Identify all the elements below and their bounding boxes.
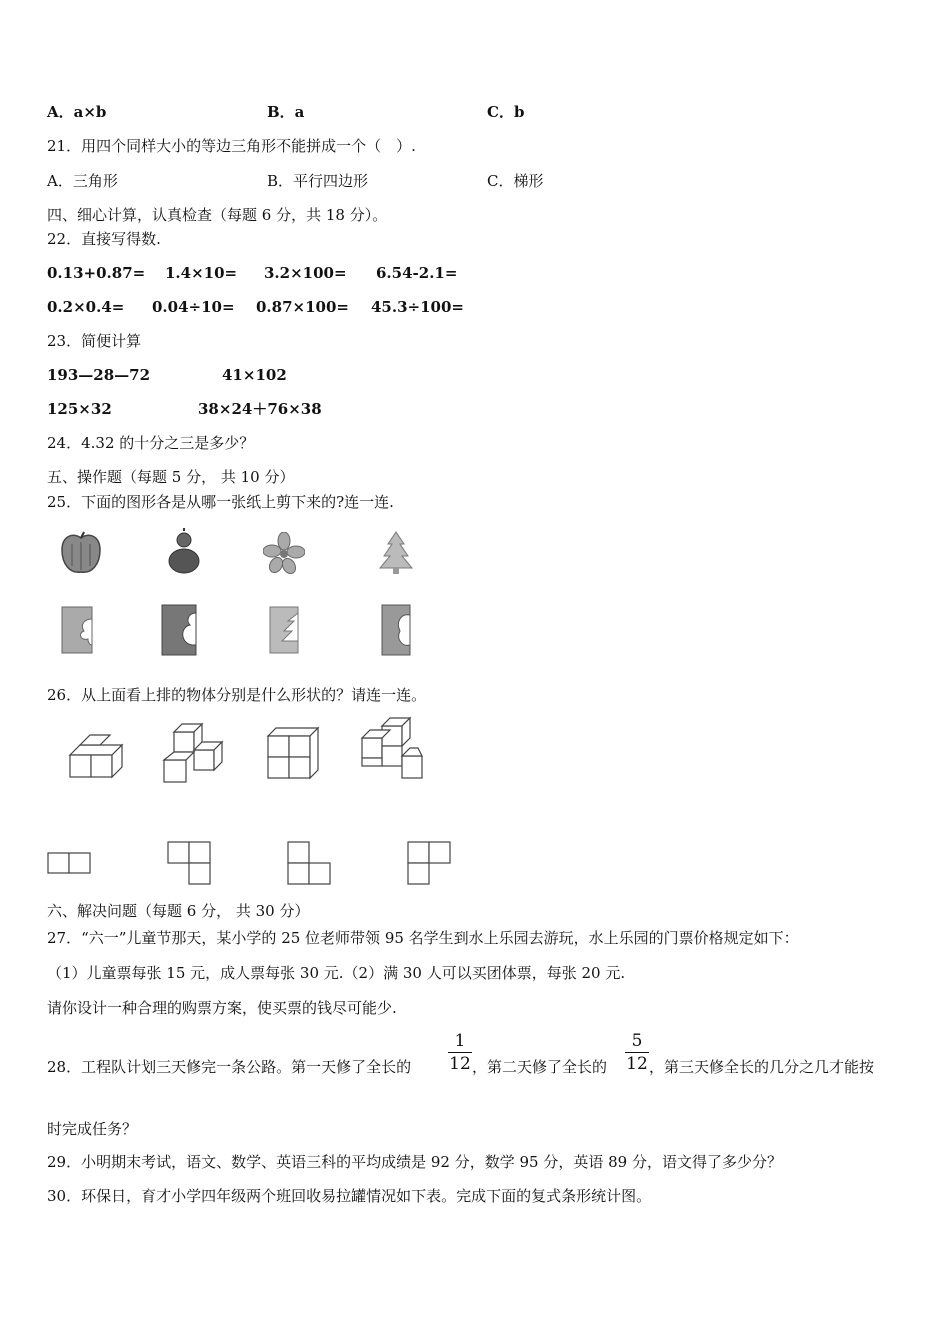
- cube-stack-figure: [66, 733, 126, 781]
- cube-stack-figure: [264, 726, 322, 782]
- q28-part3: ，第三天修全长的几分之几才能按: [649, 1058, 875, 1076]
- fraction-denominator: 12: [449, 1054, 471, 1074]
- q23-item: 41×102: [222, 366, 287, 384]
- q27-rules: （1）儿童票每张 15 元，成人票每张 30 元.（2）满 30 人可以买团体票，每张 20 元.: [47, 964, 626, 982]
- q28-part1: 28．工程队计划三天修完一条公路。第一天修了全长的: [47, 1058, 412, 1076]
- q21-option-c: C．梯形: [487, 172, 544, 190]
- paper-with-flower-hole-figure: [60, 605, 94, 655]
- section-6-heading: 六、解决问题（每题 6 分， 共 30 分）: [47, 902, 310, 920]
- q22-item: 6.54-2.1=: [376, 264, 458, 282]
- top-view-figure: [286, 840, 332, 886]
- q28-part2: ，第二天修了全长的: [472, 1058, 608, 1076]
- cube-stack-figure: [358, 716, 424, 782]
- q22-item: 1.4×10=: [165, 264, 238, 282]
- fraction-denominator: 12: [626, 1054, 648, 1074]
- q22-item: 3.2×100=: [264, 264, 347, 282]
- q20-option-a: A．a×b: [47, 103, 107, 121]
- q28-line2: 时完成任务？: [47, 1120, 138, 1138]
- q22-item: 45.3÷100=: [371, 298, 464, 316]
- q30-stem: 30．环保日，育才小学四年级两个班回收易拉罐情况如下表。完成下面的复式条形统计图。: [47, 1187, 652, 1205]
- cube-stack-figure: [160, 722, 226, 784]
- q23-item: 125×32: [47, 400, 112, 418]
- fraction-five-twelfths: [625, 1032, 649, 1073]
- top-view-figure: [166, 840, 212, 886]
- q26-stem: 26．从上面看上排的物体分别是什么形状的？请连一连。: [47, 686, 427, 704]
- top-view-figure: [406, 840, 452, 886]
- q23-stem: 23．简便计算: [47, 332, 142, 350]
- section-5-heading: 五、操作题（每题 5 分， 共 10 分）: [47, 468, 295, 486]
- q20-option-c: C．b: [487, 103, 525, 121]
- fraction-numerator: 1: [454, 1031, 466, 1051]
- q22-item: 0.13+0.87=: [47, 264, 146, 282]
- q22-item: 0.87×100=: [256, 298, 349, 316]
- q23-item: 193—28—72: [47, 366, 151, 384]
- q22-item: 0.04÷10=: [152, 298, 235, 316]
- q29-stem: 29．小明期末考试，语文、数学、英语三科的平均成绩是 92 分，数学 95 分，英语 89 分，语文得了多少分？: [47, 1153, 782, 1171]
- flower-cutout-figure: [263, 532, 305, 574]
- q22-stem: 22．直接写得数.: [47, 230, 161, 248]
- q20-option-b: B．a: [267, 103, 305, 121]
- q27-ask: 请你设计一种合理的购票方案，使买票的钱尽可能少.: [47, 999, 397, 1017]
- q21-option-a: A．三角形: [47, 172, 118, 190]
- q21-stem: 21．用四个同样大小的等边三角形不能拼成一个（ ）.: [47, 137, 416, 155]
- q21-option-b: B．平行四边形: [267, 172, 369, 190]
- q24-stem: 24．4.32 的十分之三是多少？: [47, 434, 255, 452]
- paper-with-tree-hole-figure: [268, 605, 300, 655]
- paper-with-apple-hole-figure: [380, 603, 412, 657]
- fraction-one-twelfth: [448, 1032, 472, 1073]
- tree-cutout-figure: [378, 530, 414, 576]
- gourd-cutout-figure: [165, 528, 203, 576]
- paper-with-gourd-hole-figure: [160, 603, 198, 657]
- apple-cutout-figure: [58, 530, 104, 576]
- q27-stem: 27．“六一”儿童节那天，某小学的 25 位老师带领 95 名学生到水上乐园去游玩，水上乐园的门票价格规定如下：: [47, 929, 799, 947]
- top-view-figure: [46, 850, 92, 876]
- q23-item: 38×24＋76×38: [198, 400, 322, 418]
- q25-stem: 25．下面的图形各是从哪一张纸上剪下来的?连一连.: [47, 493, 394, 511]
- fraction-numerator: 5: [631, 1031, 643, 1051]
- section-4-heading: 四、细心计算，认真检查（每题 6 分，共 18 分）。: [47, 206, 388, 224]
- q22-item: 0.2×0.4=: [47, 298, 125, 316]
